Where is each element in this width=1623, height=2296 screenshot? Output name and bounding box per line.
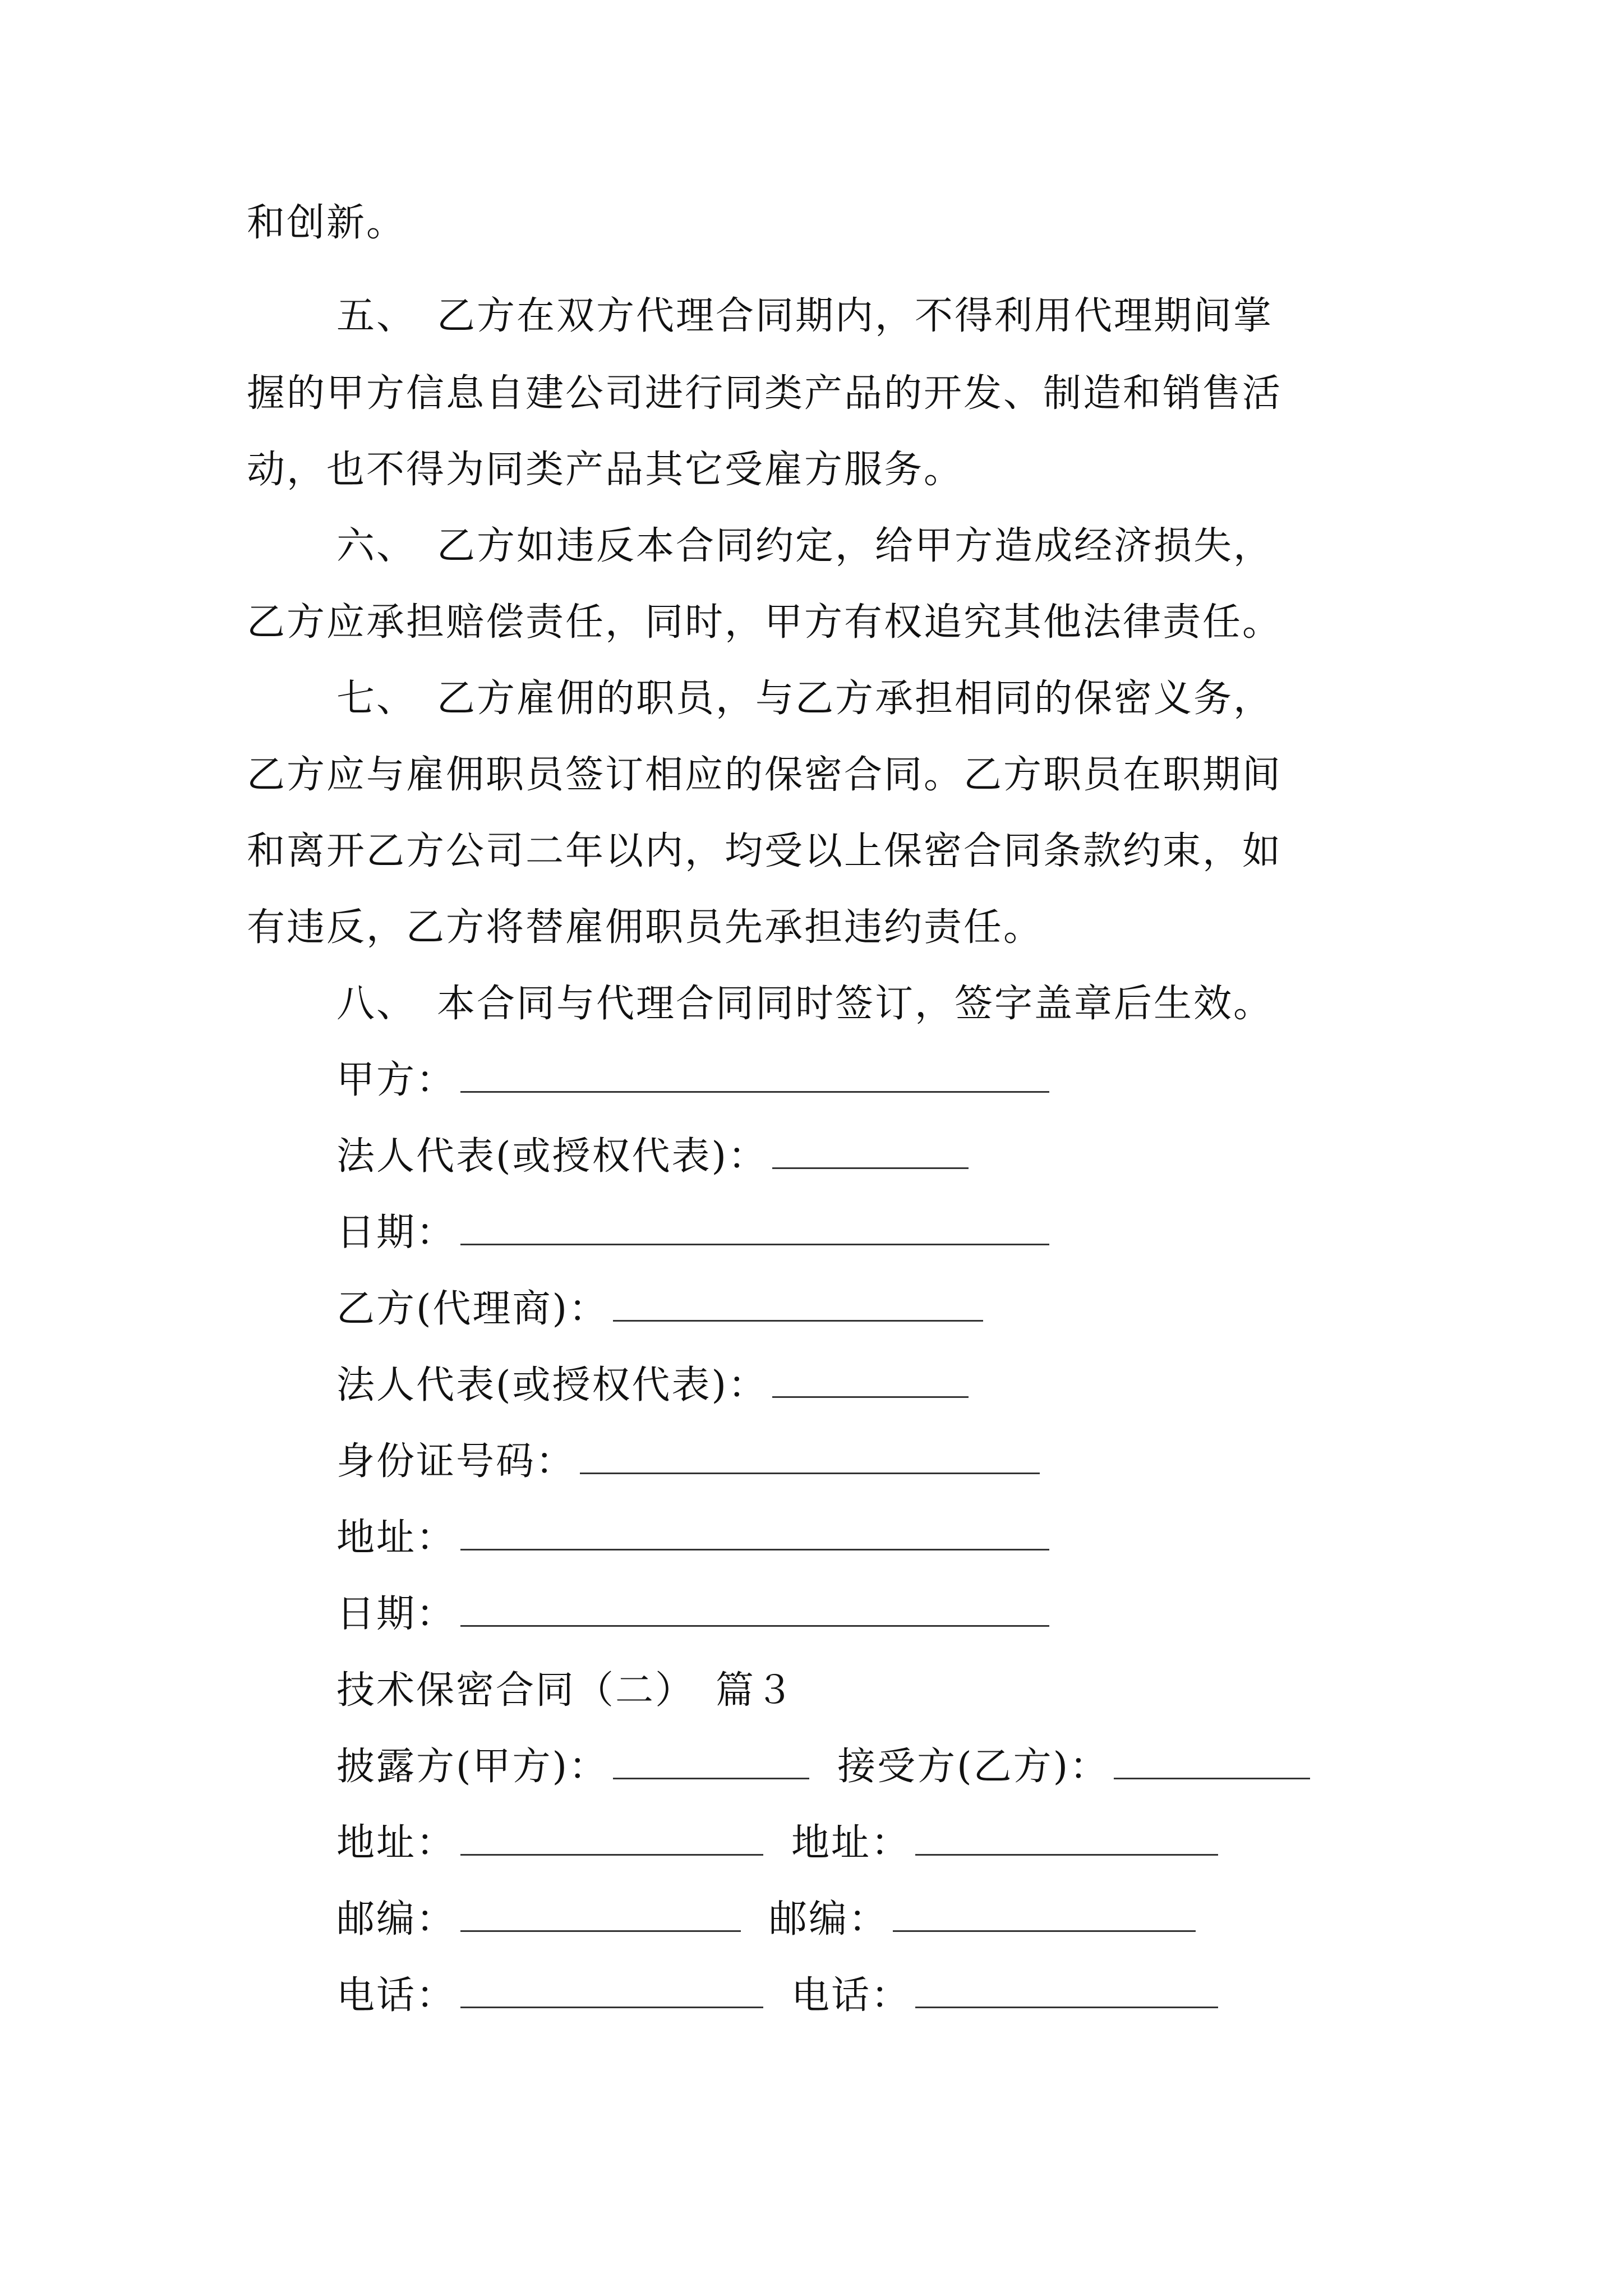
clause-7-line-2: 乙方应与雇佣职员签订相应的保密合同。乙方职员在职期间 xyxy=(247,753,1283,797)
party-b-blank[interactable] xyxy=(613,1287,983,1322)
party-a-label: 甲方： xyxy=(336,1058,457,1102)
id-number-blank[interactable] xyxy=(580,1440,1040,1474)
recipient-label: 接受方(乙方)： xyxy=(837,1745,1110,1789)
clause-8-line-1: 八、 本合同与代理合同同时签订，签字盖章后生效。 xyxy=(336,982,1274,1026)
date-b-blank[interactable] xyxy=(460,1593,1049,1627)
legal-rep-b-label: 法人代表(或授权代表)： xyxy=(336,1363,768,1407)
phone-a-blank[interactable] xyxy=(460,1974,763,2008)
postcode-a-label: 邮编： xyxy=(336,1897,457,1941)
legal-rep-a-label: 法人代表(或授权代表)： xyxy=(336,1134,768,1179)
clause-5-line-1: 五、 乙方在双方代理合同期内，不得利用代理期间掌 xyxy=(336,294,1274,338)
date-a-label: 日期： xyxy=(336,1211,457,1255)
postcode-a-blank[interactable] xyxy=(460,1898,741,1932)
date-b-label: 日期： xyxy=(336,1592,457,1636)
section-title: 技术保密合同（二） 篇３ xyxy=(336,1668,796,1713)
legal-rep-a-row xyxy=(336,1131,969,1182)
address-row xyxy=(336,1512,1049,1564)
postcodes-row xyxy=(336,1894,1196,1945)
clause-6-line-2: 乙方应承担赔偿责任，同时，甲方有权追究其他法律责任。 xyxy=(247,600,1283,645)
phone-b-label: 电话： xyxy=(791,1973,911,2018)
party-b-row xyxy=(336,1283,983,1335)
party-a-blank[interactable] xyxy=(460,1059,1049,1093)
recipient-blank[interactable] xyxy=(1114,1745,1310,1779)
phone-a-label: 电话： xyxy=(336,1973,457,2018)
date-a-blank[interactable] xyxy=(460,1211,1049,1245)
legal-rep-b-row xyxy=(336,1360,969,1411)
legal-rep-a-blank[interactable] xyxy=(772,1135,969,1169)
discloser-blank[interactable] xyxy=(613,1745,809,1779)
address-b-label: 地址： xyxy=(791,1821,911,1865)
address-blank[interactable] xyxy=(460,1516,1049,1550)
paragraph-continuation: 和创新。 xyxy=(247,201,407,245)
address-label: 地址： xyxy=(336,1516,457,1560)
legal-rep-b-blank[interactable] xyxy=(772,1364,969,1398)
clause-7-line-4: 有违反，乙方将替雇佣职员先承担违约责任。 xyxy=(247,905,1044,950)
postcode-b-label: 邮编： xyxy=(769,1897,889,1941)
phone-b-blank[interactable] xyxy=(915,1974,1218,2008)
party-a-row xyxy=(336,1055,1049,1106)
address-a-label: 地址： xyxy=(336,1821,457,1865)
id-number-label: 身份证号码： xyxy=(336,1439,576,1484)
clause-7-line-3: 和离开乙方公司二年以内，均受以上保密合同条款约束，如 xyxy=(247,829,1283,873)
date-b-row xyxy=(336,1589,1049,1640)
clause-5-line-3: 动，也不得为同类产品其它受雇方服务。 xyxy=(247,448,964,492)
id-number-row xyxy=(336,1436,1040,1488)
date-a-row xyxy=(336,1207,1049,1259)
parties-row xyxy=(336,1741,1310,1793)
addresses-row xyxy=(336,1818,1218,1869)
address-b-blank[interactable] xyxy=(915,1821,1218,1856)
party-b-label: 乙方(代理商)： xyxy=(336,1287,609,1331)
clause-6-line-1: 六、 乙方如违反本合同约定，给甲方造成经济损失， xyxy=(336,524,1274,568)
clause-7-line-1: 七、 乙方雇佣的职员，与乙方承担相同的保密义务， xyxy=(336,677,1274,721)
address-a-blank[interactable] xyxy=(460,1821,763,1856)
clause-5-line-2: 握的甲方信息自建公司进行同类产品的开发、制造和销售活 xyxy=(247,371,1283,416)
phones-row xyxy=(336,1970,1218,2022)
discloser-label: 披露方(甲方)： xyxy=(336,1745,609,1789)
postcode-b-blank[interactable] xyxy=(893,1898,1196,1932)
